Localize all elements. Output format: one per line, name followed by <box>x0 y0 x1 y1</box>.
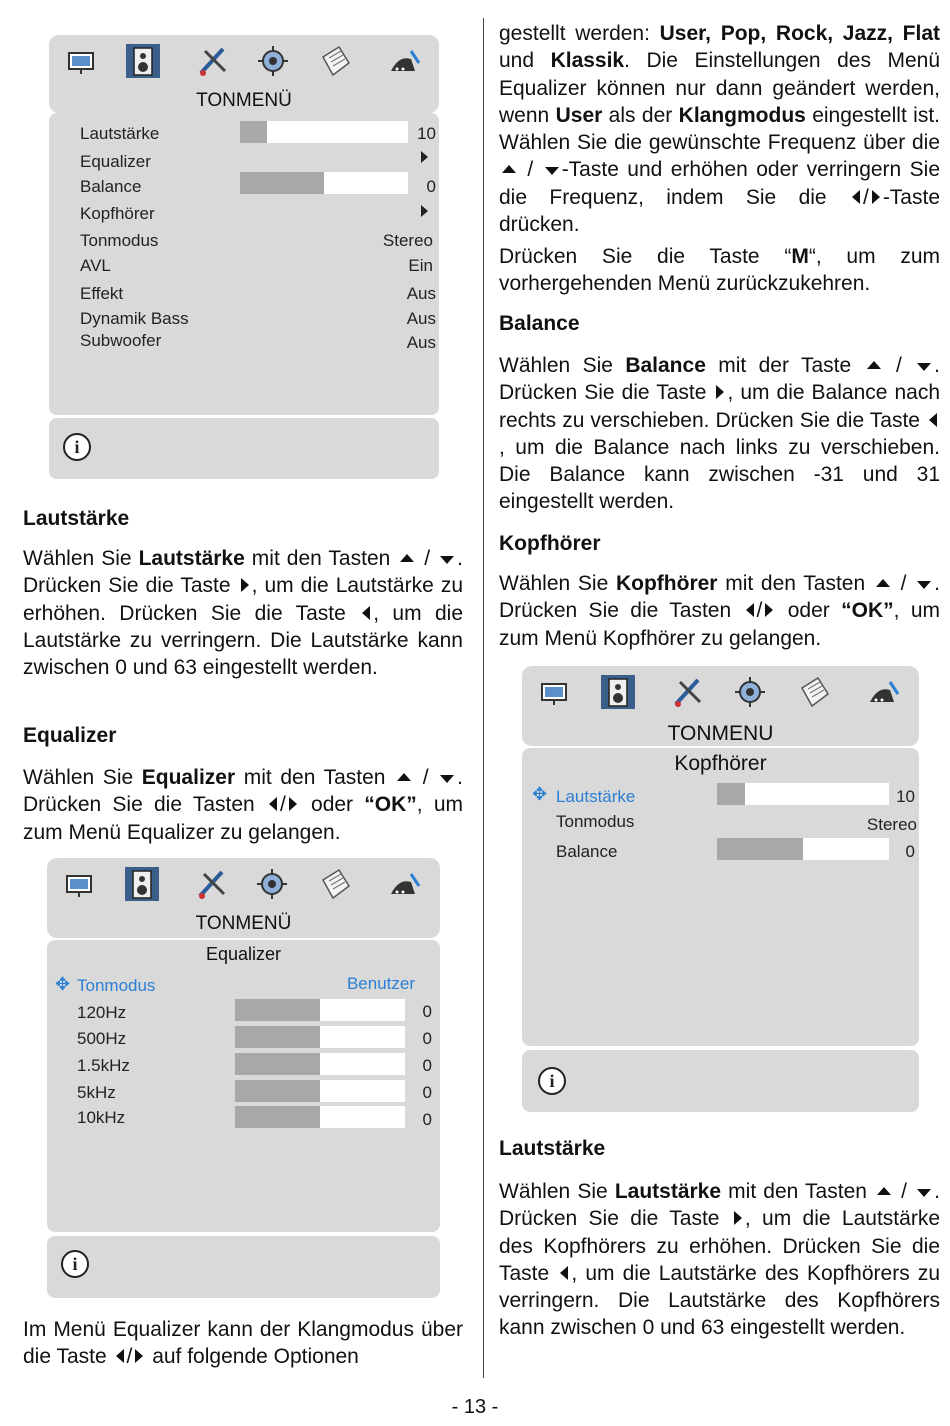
picture-icon[interactable] <box>63 43 99 79</box>
band-level <box>235 1053 320 1075</box>
band-level <box>235 999 320 1021</box>
arrow-left-icon <box>116 1349 124 1363</box>
menu-header <box>522 666 919 746</box>
band-level <box>235 1106 320 1128</box>
menu-header <box>47 858 440 938</box>
band-label: 5kHz <box>77 1083 116 1102</box>
dynamik-bass-value: Aus <box>406 309 436 328</box>
menu-item-tonmodus[interactable]: Tonmodus <box>556 812 635 831</box>
band-value: 0 <box>422 1056 432 1075</box>
speaker-icon[interactable] <box>124 866 160 902</box>
info-icon <box>63 433 91 461</box>
info-icon <box>538 1067 566 1095</box>
arrow-right-icon <box>241 578 249 592</box>
subwoofer-value: Aus <box>406 333 436 352</box>
heading-lautstaerke: Lautstärke <box>23 507 130 530</box>
band-slider[interactable] <box>235 999 405 1021</box>
menu-title: TONMENÜ <box>195 913 292 934</box>
heading-equalizer: Equalizer <box>23 724 117 747</box>
menu-info-bar <box>47 1236 440 1298</box>
arrow-right-icon <box>289 797 297 811</box>
arrow-down-icon <box>545 167 559 175</box>
balance-value: 0 <box>905 842 915 861</box>
source-list-icon[interactable] <box>796 674 832 710</box>
arrow-right-icon <box>872 190 880 204</box>
picture-icon[interactable] <box>536 674 572 710</box>
arrow-down-icon <box>917 363 931 371</box>
feature-icon[interactable] <box>670 674 706 710</box>
settings-icon[interactable] <box>732 674 768 710</box>
arrow-up-icon <box>502 165 516 173</box>
arrow-down-icon <box>440 775 454 783</box>
arrow-down-icon <box>917 1189 931 1197</box>
band-value: 0 <box>422 1083 432 1102</box>
volume-value: 10 <box>417 124 436 143</box>
menu-item-dynamik-bass[interactable]: Dynamik Bass <box>80 309 189 328</box>
feature-icon[interactable] <box>195 43 231 79</box>
menu-icon-bar <box>47 866 440 906</box>
headphone-volume-slider[interactable] <box>717 783 889 805</box>
volume-value: 10 <box>896 787 915 806</box>
balance-slider[interactable] <box>240 172 408 194</box>
band-level <box>235 1026 320 1048</box>
paragraph-modes: gestellt werden: User, Pop, Rock, Jazz, Flat und Klassik. Die Einstellungen des Menü Equalizer können nur dann geändert werden, wenn User als der Klangmodus eingestellt ist. Wählen Sie die gewünschte Frequenz über die / -Taste und erhöhen oder verringern Sie die Frequenz, indem Sie die / -Taste drücken. <box>499 22 941 237</box>
menu-title: TONMENÜ <box>196 90 292 111</box>
balance-level <box>717 838 803 860</box>
band-value: 0 <box>422 1002 432 1021</box>
balance-level <box>240 172 324 194</box>
tonmodus-value: Stereo <box>382 231 433 250</box>
equalizer-menu-body <box>47 940 440 1232</box>
volume-level <box>717 783 745 805</box>
move-icon: ✥ <box>532 784 548 804</box>
volume-slider[interactable] <box>240 121 408 143</box>
arrow-right-icon <box>135 1349 143 1363</box>
arrow-up-icon <box>877 1187 891 1195</box>
effekt-value: Aus <box>406 284 436 303</box>
paragraph-back: Drücken Sie die Taste “M“, um zum vorhergehenden Menü zurückzukehren. <box>499 245 940 296</box>
paragraph-lautstaerke-kopfhoerer: Wählen Sie Lautstärke mit den Tasten / . Drücken Sie die Taste , um die Lautstärke des Kopfhörers zu erhöhen. Drücken Sie die Taste , um die Lautstärke des Kopfhörers zu verringern. Die Lautstärke des Kopfhörers kann zwischen 0 und 63 eingestellt werden. <box>499 1180 941 1340</box>
menu-icon-bar <box>522 674 919 714</box>
headphone-balance-slider[interactable] <box>717 838 889 860</box>
kopfhoerer-menu-body <box>522 748 919 1046</box>
arrow-down-icon <box>440 556 454 564</box>
paragraph-equalizer: Wählen Sie Equalizer mit den Tasten / . Drücken Sie die Tasten / oder “OK”, um zum Menü Equalizer zu gelangen. <box>23 766 464 844</box>
column-divider <box>483 18 484 1378</box>
menu-item-subwoofer[interactable]: Subwoofer <box>80 331 162 350</box>
menu-item-balance[interactable]: Balance <box>80 177 142 196</box>
tonmodus-value: Stereo <box>866 815 917 834</box>
menu-title: TONMENU <box>667 722 774 745</box>
menu-item-avl[interactable]: AVL <box>80 256 111 275</box>
settings-icon[interactable] <box>254 866 290 902</box>
menu-item-lautstaerke[interactable]: Lautstärke <box>80 124 160 143</box>
menu-subtitle: Equalizer <box>205 944 282 964</box>
paragraph-equalizer-menu: Im Menü Equalizer kann der Klangmodus über die Taste / auf folgende Optionen <box>23 1318 463 1369</box>
paragraph-lautstaerke: Wählen Sie Lautstärke mit den Tasten / . Drücken Sie die Taste , um die Lautstärke zu erhöhen. Drücken Sie die Taste , um die Lautstärke zu verringern. Die Lautstärke kann zwischen 0 und 63 eingestellt werden. <box>23 547 463 680</box>
arrow-right-icon <box>734 1211 742 1225</box>
menu-body <box>49 113 439 415</box>
band-value: 0 <box>422 1029 432 1048</box>
band-label: 120Hz <box>77 1003 127 1022</box>
install-icon[interactable] <box>387 43 423 79</box>
band-label: 1.5kHz <box>77 1056 130 1075</box>
submenu-arrow-icon <box>421 151 428 163</box>
menu-icon-bar <box>49 43 439 83</box>
band-slider[interactable] <box>235 1106 405 1128</box>
paragraph-balance: Wählen Sie Balance mit der Taste / . Drücken Sie die Taste , um die Balance nach rechts zu verschieben. Drücken Sie die Taste , um die Balance nach links zu verschieben. Die Balance kann zwischen -31 und 31 eingestellt werden. <box>499 354 940 514</box>
heading-balance: Balance <box>499 312 580 335</box>
source-list-icon[interactable] <box>317 866 353 902</box>
avl-value: Ein <box>408 256 433 275</box>
arrow-left-icon <box>929 413 937 427</box>
page-number: - 13 - <box>451 1396 499 1418</box>
band-label: 500Hz <box>77 1029 127 1048</box>
speaker-icon[interactable] <box>600 674 636 710</box>
submenu-arrow-icon <box>421 205 428 217</box>
arrow-right-icon <box>716 385 724 399</box>
menu-subtitle: Kopfhörer <box>674 752 767 775</box>
arrow-left-icon <box>746 603 754 617</box>
arrow-up-icon <box>400 554 414 562</box>
info-icon <box>61 1250 89 1278</box>
install-icon[interactable] <box>866 674 902 710</box>
install-icon[interactable] <box>387 866 423 902</box>
source-list-icon[interactable] <box>317 43 353 79</box>
band-level <box>235 1080 320 1102</box>
picture-icon[interactable] <box>61 866 97 902</box>
menu-item-tonmodus[interactable]: Tonmodus <box>77 976 156 995</box>
volume-level <box>240 121 267 143</box>
menu-item-kopfhoerer[interactable]: Kopfhörer <box>80 204 155 223</box>
speaker-icon[interactable] <box>125 43 161 79</box>
band-slider[interactable] <box>235 1053 405 1075</box>
balance-value: 0 <box>426 177 436 196</box>
feature-icon[interactable] <box>194 866 230 902</box>
menu-info-bar <box>522 1050 919 1112</box>
band-slider[interactable] <box>235 1026 405 1048</box>
arrow-left-icon <box>852 190 860 204</box>
menu-item-lautstaerke[interactable]: Lautstärke <box>556 787 636 806</box>
paragraph-kopfhoerer: Wählen Sie Kopfhörer mit den Tasten / . Drücken Sie die Tasten / oder “OK”, um zum Menü Kopfhörer zu gelangen. <box>499 572 941 650</box>
arrow-left-icon <box>560 1266 568 1280</box>
arrow-left-icon <box>362 606 370 620</box>
menu-item-effekt[interactable]: Effekt <box>80 284 124 303</box>
arrow-right-icon <box>765 603 773 617</box>
arrow-up-icon <box>876 579 890 587</box>
band-value: 0 <box>422 1110 432 1129</box>
menu-info-bar <box>49 418 439 479</box>
heading-lautstaerke-kopfhoerer: Lautstärke <box>499 1137 606 1160</box>
move-icon: ✥ <box>55 974 71 994</box>
tonmodus-value: Benutzer <box>346 974 415 993</box>
arrow-down-icon <box>917 581 931 589</box>
band-label: 10kHz <box>77 1108 126 1127</box>
arrow-left-icon <box>269 797 277 811</box>
menu-item-balance[interactable]: Balance <box>556 842 618 861</box>
settings-icon[interactable] <box>255 43 291 79</box>
menu-header <box>49 35 439 113</box>
menu-item-equalizer[interactable]: Equalizer <box>80 152 151 171</box>
arrow-up-icon <box>397 773 411 781</box>
heading-kopfhoerer: Kopfhörer <box>499 532 601 555</box>
menu-item-tonmodus[interactable]: Tonmodus <box>80 231 159 250</box>
arrow-up-icon <box>867 361 881 369</box>
band-slider[interactable] <box>235 1080 405 1102</box>
